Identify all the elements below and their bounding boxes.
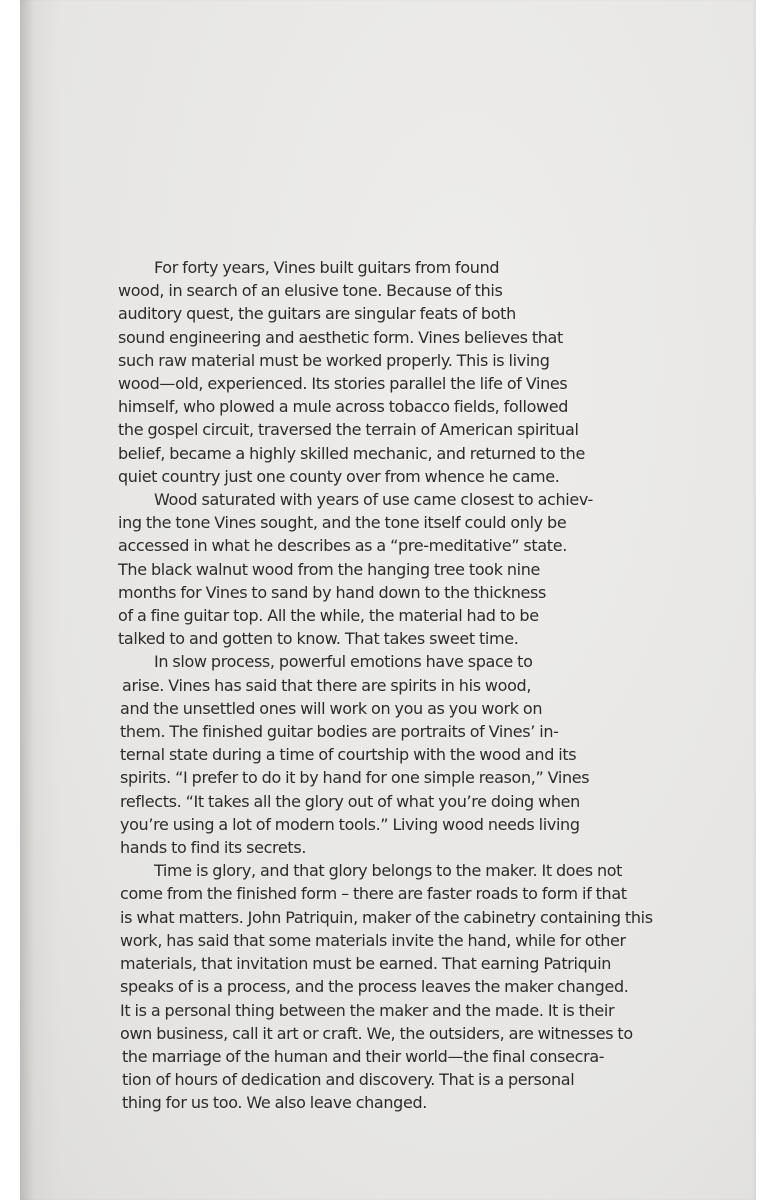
text-line: own business, call it art or craft. We, the outsiders, are witnesses to <box>120 1023 633 1043</box>
text-line: Time is glory, and that glory belongs to the maker. It does not <box>154 861 623 881</box>
paragraph-4 <box>118 859 653 1114</box>
paragraph-1 <box>118 256 648 488</box>
text-line: you’re using a lot of modern tools.” Living wood needs living <box>120 814 580 834</box>
text-line: arise. Vines has said that there are spirits in his wood, <box>122 675 532 695</box>
text-line: hands to find its secrets. <box>120 838 307 858</box>
text-line: reflects. “It takes all the glory out of what you’re doing when <box>120 791 580 811</box>
text-line: and the unsettled ones will work on you as you work on <box>120 698 543 718</box>
text-line: the gospel circuit, traversed the terrain of American spiritual <box>118 420 579 440</box>
text-line: accessed in what he describes as a “pre-meditative” state. <box>118 536 567 556</box>
text-line: come from the finished form – there are faster roads to form if that <box>120 884 627 904</box>
text-line: The black walnut wood from the hanging tree took nine <box>118 559 541 579</box>
text-line: work, has said that some materials invite the hand, while for other <box>120 930 626 950</box>
text-line: materials, that invitation must be earned. That earning Patriquin <box>120 954 612 974</box>
text-line: tion of hours of dedication and discovery. That is a personal <box>122 1070 575 1090</box>
text-line: the marriage of the human and their world—the final consecra- <box>122 1046 605 1066</box>
body-text <box>118 256 653 1115</box>
text-line: wood—old, experienced. Its stories parallel the life of Vines <box>118 374 568 394</box>
text-line: thing for us too. We also leave changed. <box>122 1093 428 1113</box>
text-line: belief, became a highly skilled mechanic, and returned to the <box>118 443 585 463</box>
text-line: spirits. “I prefer to do it by hand for one simple reason,” Vines <box>120 768 590 788</box>
text-line: In slow process, powerful emotions have space to <box>154 652 533 672</box>
paragraph-2 <box>118 488 648 650</box>
text-line: talked to and gotten to know. That takes sweet time. <box>118 629 519 649</box>
text-line: For forty years, Vines built guitars from found <box>154 258 500 277</box>
text-line: months for Vines to sand by hand down to the thickness <box>118 582 547 602</box>
text-line: of a fine guitar top. All the while, the material had to be <box>118 606 539 626</box>
text-line: such raw material must be worked properly. This is living <box>118 350 550 370</box>
text-line: wood, in search of an elusive tone. Because of this <box>118 281 503 301</box>
text-line: them. The finished guitar bodies are portraits of Vines’ in- <box>120 722 559 742</box>
text-line: quiet country just one county over from whence he came. <box>118 466 560 486</box>
paragraph-3 <box>118 650 648 859</box>
text-line: himself, who plowed a mule across tobacco fields, followed <box>118 397 569 417</box>
text-line: It is a personal thing between the maker and the made. It is their <box>120 1000 615 1020</box>
text-line: speaks of is a process, and the process leaves the maker changed. <box>120 977 629 997</box>
text-line: Wood saturated with years of use came closest to achiev- <box>154 490 593 510</box>
text-line: auditory quest, the guitars are singular feats of both <box>118 304 516 324</box>
text-line: ternal state during a time of courtship with the wood and its <box>120 745 577 765</box>
text-line: is what matters. John Patriquin, maker of the cabinetry containing this <box>120 907 653 927</box>
text-line: sound engineering and aesthetic form. Vines believes that <box>118 327 563 347</box>
book-page <box>20 0 756 1200</box>
text-line: ing the tone Vines sought, and the tone itself could only be <box>118 513 567 533</box>
